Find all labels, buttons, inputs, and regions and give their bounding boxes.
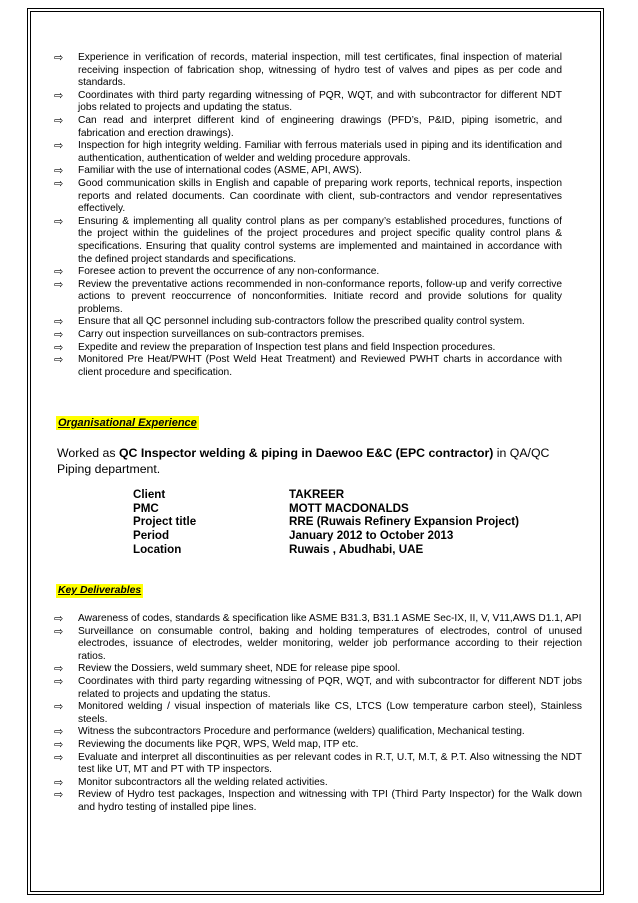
list-item	[50, 663, 582, 676]
list-item	[50, 626, 582, 664]
list-item-text: Review of Hydro test packages, Inspection and witnessing with TPI (Third Party Inspector) for the Walk down and hydro testing of installed pipe lines.	[78, 789, 582, 813]
key-deliverables-heading: Key Deliverables	[58, 585, 142, 596]
list-item-text: Good communication skills in English and capable of preparing work reports, technical reports, inspection reports and related documents. Can coordinate with client, sub-contractors and vendor representatives effectively.	[78, 177, 562, 215]
detail-label: Client	[133, 488, 166, 501]
detail-label: Location	[133, 542, 182, 556]
list-item	[50, 216, 562, 266]
arrow-bullet-icon: ⇨	[54, 277, 64, 291]
list-item	[50, 354, 562, 379]
list-item	[50, 279, 562, 317]
detail-row	[133, 502, 519, 516]
list-item-text: Expedite and review the preparation of Inspection test plans and field Inspection procedures.	[78, 341, 496, 353]
list-item-text: Monitored welding / visual inspection of materials like CS, LTCS (Low temperature carbon steel), Stainless steels.	[78, 701, 582, 725]
intro-role: QC Inspector welding & piping in Daewoo E&C (EPC contractor)	[118, 446, 494, 460]
list-item-text: Carry out inspection surveillances on sub-contractors premises.	[78, 329, 365, 341]
detail-value: RRE (Ruwais Refinery Expansion Project)	[289, 515, 519, 529]
arrow-bullet-icon: ⇨	[54, 750, 64, 764]
detail-value: TAKREER	[289, 488, 345, 501]
list-item	[50, 165, 562, 178]
list-item-text: Ensuring & implementing all quality control plans as per company’s established procedures, functions of the project within the guidelines of the project procedures and project specific quality control plans & specifications. Ensuring that quality control systems are implemented and maintained in accordance with the defined project standards and specifications.	[78, 215, 562, 265]
list-item	[50, 140, 562, 165]
job-intro	[57, 446, 582, 477]
list-item	[50, 316, 562, 329]
responsibilities-list	[50, 52, 562, 379]
arrow-bullet-icon: ⇨	[54, 353, 64, 367]
list-item-text: Foresee action to prevent the occurrence of any non-conformance.	[78, 266, 380, 278]
arrow-bullet-icon: ⇨	[54, 214, 64, 228]
list-item-text: Monitor subcontractors all the welding related activities.	[78, 776, 328, 788]
arrow-bullet-icon: ⇨	[54, 113, 64, 127]
detail-row	[133, 543, 519, 557]
deliverables-section	[50, 613, 582, 815]
list-item-text: Evaluate and interpret all discontinuities as per relevant codes in R.T, U.T, M.T, & P.T. Also witnessing the NDT test like UT, MT and PT with TP inspectors.	[78, 751, 582, 776]
list-item-text: Ensure that all QC personnel including sub-contractors follow the prescribed quality control system.	[78, 316, 525, 328]
list-item	[50, 777, 582, 790]
list-item	[50, 329, 562, 342]
arrow-bullet-icon: ⇨	[54, 328, 64, 342]
arrow-bullet-icon: ⇨	[54, 315, 64, 329]
detail-value: January 2012 to October 2013	[289, 529, 454, 543]
list-item	[50, 90, 562, 115]
arrow-bullet-icon: ⇨	[54, 624, 64, 638]
list-item	[50, 726, 582, 739]
responsibilities-section	[50, 52, 562, 379]
arrow-bullet-icon: ⇨	[54, 662, 64, 676]
list-item-text: Reviewing the documents like PQR, WPS, Weld map, ITP etc.	[78, 738, 359, 750]
arrow-bullet-icon: ⇨	[54, 737, 64, 751]
detail-label: Project title	[133, 515, 197, 529]
list-item-text: Familiar with the use of international codes (ASME, API, AWS).	[78, 165, 362, 177]
list-item	[50, 266, 562, 279]
list-item-text: Coordinates with third party regarding witnessing of PQR, WQT, and with subcontractor for different NDT jobs related to projects and updating the status.	[78, 89, 562, 114]
arrow-bullet-icon: ⇨	[54, 674, 64, 688]
detail-value: Ruwais , Abudhabi, UAE	[289, 542, 424, 556]
arrow-bullet-icon: ⇨	[54, 340, 64, 354]
list-item	[50, 789, 582, 814]
arrow-bullet-icon: ⇨	[54, 176, 64, 190]
list-item	[50, 701, 582, 726]
arrow-bullet-icon: ⇨	[54, 265, 64, 279]
list-item-text: Review the Dossiers, weld summary sheet, NDE for release pipe spool.	[78, 663, 401, 675]
list-item	[50, 752, 582, 777]
list-item	[50, 178, 562, 216]
arrow-bullet-icon: ⇨	[54, 725, 64, 739]
list-item-text: Review the preventative actions recommended in non-conformance reports, follow-up and verify corrective actions to prevent reoccurrence of nonconformities. Initiate record and provide solutions for quality problems.	[78, 278, 562, 315]
list-item	[50, 613, 582, 626]
intro-suffix: in QA/QC Piping department.	[57, 446, 550, 476]
list-item	[50, 342, 562, 355]
arrow-bullet-icon: ⇨	[54, 788, 64, 802]
list-item-text: Experience in verification of records, material inspection, mill test certificates, final inspection of material receiving inspection of fabrication shop, witnessing of hydro test of valves and pipes as per code and standards.	[78, 52, 562, 89]
detail-row	[133, 488, 519, 502]
list-item	[50, 676, 582, 701]
list-item	[50, 52, 562, 90]
arrow-bullet-icon: ⇨	[54, 139, 64, 153]
arrow-bullet-icon: ⇨	[54, 164, 64, 178]
arrow-bullet-icon: ⇨	[54, 88, 64, 102]
list-item-text: Witness the subcontractors Procedure and performance (welders) qualification, Mechanical testing.	[78, 726, 525, 738]
detail-label: PMC	[133, 501, 159, 515]
list-item-text: Surveillance on consumable control, baking and holding temperatures of electrodes, control of unused electrodes, issuance of electrodes, welder monitoring, welder job performance according to their rejection ratios.	[78, 625, 582, 662]
arrow-bullet-icon: ⇨	[54, 700, 64, 714]
list-item-text: Monitored Pre Heat/PWHT (Post Weld Heat Treatment) and Reviewed PWHT charts in accordance with client procedure and specification.	[78, 354, 562, 378]
project-details	[133, 488, 519, 557]
list-item	[50, 115, 562, 140]
arrow-bullet-icon: ⇨	[54, 612, 64, 625]
detail-row	[133, 515, 519, 529]
arrow-bullet-icon: ⇨	[54, 775, 64, 789]
deliverables-list	[50, 613, 582, 815]
list-item-text: Inspection for high integrity welding. Familiar with ferrous materials used in piping and its identification and authentication, authentication of welder and welding procedure approvals.	[78, 140, 562, 164]
organisational-experience-heading: Organisational Experience	[58, 417, 197, 429]
list-item-text: Awareness of codes, standards & specification like ASME B31.3, B31.1 ASME Sec-IX, II, V, V11,AWS D1.1, API	[78, 613, 582, 624]
detail-label: Period	[133, 529, 170, 543]
list-item-text: Coordinates with third party regarding witnessing of PQR, WQT, and with subcontractor for different NDT jobs related to projects and updating the status.	[78, 675, 582, 700]
list-item	[50, 739, 582, 752]
arrow-bullet-icon: ⇨	[54, 51, 64, 64]
detail-row	[133, 529, 519, 543]
detail-value: MOTT MACDONALDS	[289, 501, 409, 515]
list-item-text: Can read and interpret different kind of engineering drawings (PFD’s, P&ID, piping isometric, and fabrication and erection drawings).	[78, 114, 562, 139]
intro-prefix: Worked as	[57, 446, 119, 460]
